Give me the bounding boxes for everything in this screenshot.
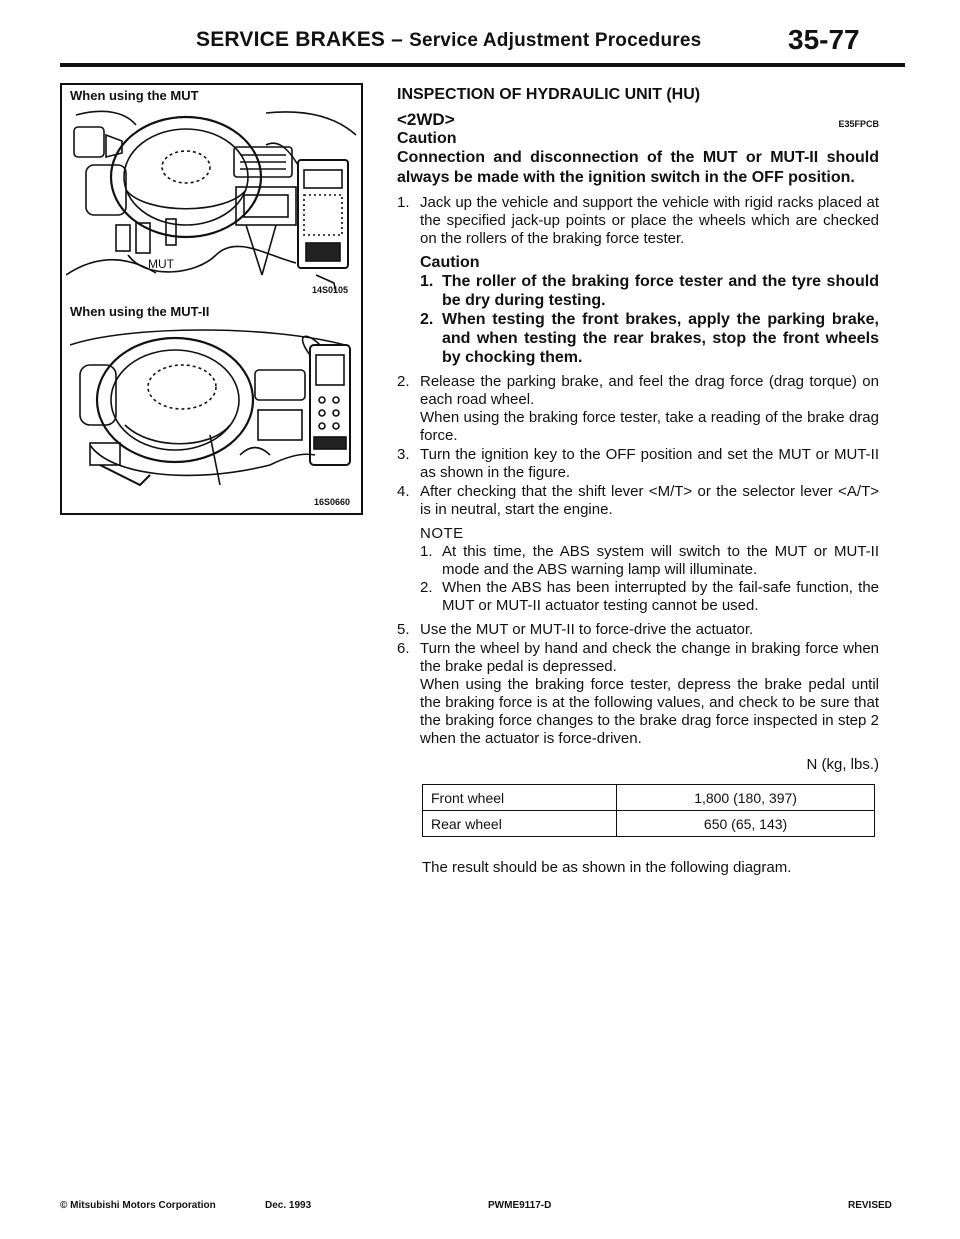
sub-caution-text: When testing the front brakes, apply the parking brake, and when testing the rear brakes, stop the front wheels by chocking them. <box>442 311 879 366</box>
step-number: 1. <box>397 194 410 211</box>
step-text-2: When using the braking force tester, take a reading of the brake drag force. <box>420 409 879 444</box>
note-text: At this time, the ABS system will switch to the MUT or MUT-II mode and the ABS warning lamp will illuminate. <box>442 543 879 578</box>
header-section: SERVICE BRAKES <box>196 28 386 51</box>
note-block <box>397 525 879 615</box>
step-5 <box>397 621 879 639</box>
step-text: After checking that the shift lever <M/T> or the selector lever <A/T> is in neutral, start the engine. <box>420 483 879 518</box>
sub-caution-item <box>420 272 879 310</box>
dashboard-mut2-illustration <box>70 325 358 495</box>
footer-date: Dec. 1993 <box>265 1200 312 1211</box>
table-cell-label: Front wheel <box>423 785 617 811</box>
header-title <box>196 28 701 52</box>
section-heading: INSPECTION OF HYDRAULIC UNIT (HU) <box>397 86 701 103</box>
step-text: Use the MUT or MUT-II to force-drive the actuator. <box>420 621 754 638</box>
note-title: NOTE <box>420 525 464 542</box>
step-text: Jack up the vehicle and support the vehicle with rigid racks placed at the specified jack-up points or place the wheels which are checked on the rollers of the braking force tester. <box>420 194 879 247</box>
step-number: 5. <box>397 621 410 638</box>
step-text: Release the parking brake, and feel the drag force (drag torque) on each road wheel. <box>420 373 879 408</box>
step-4 <box>397 483 879 519</box>
sub-caution-block <box>397 254 879 367</box>
step-number: 4. <box>397 483 410 500</box>
figure-caption-mut2: When using the MUT-II <box>70 304 210 319</box>
sub-caution-title: Caution <box>420 254 480 271</box>
step-2 <box>397 373 879 445</box>
result-text: The result should be as shown in the following diagram. <box>422 859 792 876</box>
dashboard-mut-illustration <box>66 105 358 295</box>
figure-caption-mut: When using the MUT <box>70 88 199 103</box>
table-row <box>423 811 875 837</box>
note-number: 2. <box>420 579 433 596</box>
main-column <box>397 86 879 877</box>
header-rule <box>60 63 905 67</box>
step-1 <box>397 194 879 248</box>
table-cell-value: 650 (65, 143) <box>617 811 875 837</box>
step-text: Turn the ignition key to the OFF position and set the MUT or MUT-II as shown in the figure. <box>420 446 879 481</box>
step-number: 6. <box>397 640 410 657</box>
step-text: Turn the wheel by hand and check the change in braking force when the brake pedal is depressed. <box>420 640 879 675</box>
sub-caution-number: 1. <box>420 273 434 290</box>
sub-caution-text: The roller of the braking force tester and the tyre should be dry during testing. <box>442 273 879 309</box>
table-row <box>423 785 875 811</box>
note-item <box>420 579 879 615</box>
table-cell-label: Rear wheel <box>423 811 617 837</box>
drive-row <box>397 111 879 130</box>
step-number: 2. <box>397 373 410 390</box>
label-mut: MUT <box>148 257 174 271</box>
figure-box <box>60 83 363 515</box>
units-label: N (kg, lbs.) <box>806 756 879 773</box>
braking-force-table <box>422 784 875 837</box>
note-number: 1. <box>420 543 433 560</box>
page-number: 35-77 <box>788 24 860 55</box>
figure-code-bottom: 16S0660 <box>314 497 351 507</box>
step-3 <box>397 446 879 482</box>
footer-copyright: © Mitsubishi Motors Corporation <box>60 1200 216 1211</box>
caution-title: Caution <box>397 130 457 147</box>
header-subtitle: Service Adjustment Procedures <box>409 30 702 51</box>
sub-caution-item <box>420 310 879 367</box>
table-cell-value: 1,800 (180, 397) <box>617 785 875 811</box>
figure-code-top: 14S0105 <box>312 285 349 295</box>
drive-type: <2WD> <box>397 110 455 129</box>
step-text-2: When using the braking force tester, depress the brake pedal until the braking force is at the following values, and check to be sure that the braking force changes to the brake drag force inspected in step 2 when the actuator is force-driven. <box>420 676 879 747</box>
caution-text: Connection and disconnection of the MUT or MUT-II should always be made with the ignition switch in the OFF position. <box>397 149 879 186</box>
sub-caution-number: 2. <box>420 311 434 328</box>
step-6 <box>397 640 879 748</box>
ref-code: E35FPCB <box>838 119 879 129</box>
footer-status: REVISED <box>848 1200 892 1211</box>
step-number: 3. <box>397 446 410 463</box>
footer-doc-code: PWME9117-D <box>488 1200 552 1211</box>
note-item <box>420 543 879 579</box>
note-text: When the ABS has been interrupted by the fail-safe function, the MUT or MUT-II actuator testing cannot be used. <box>442 579 879 614</box>
header-dash: – <box>385 28 410 51</box>
